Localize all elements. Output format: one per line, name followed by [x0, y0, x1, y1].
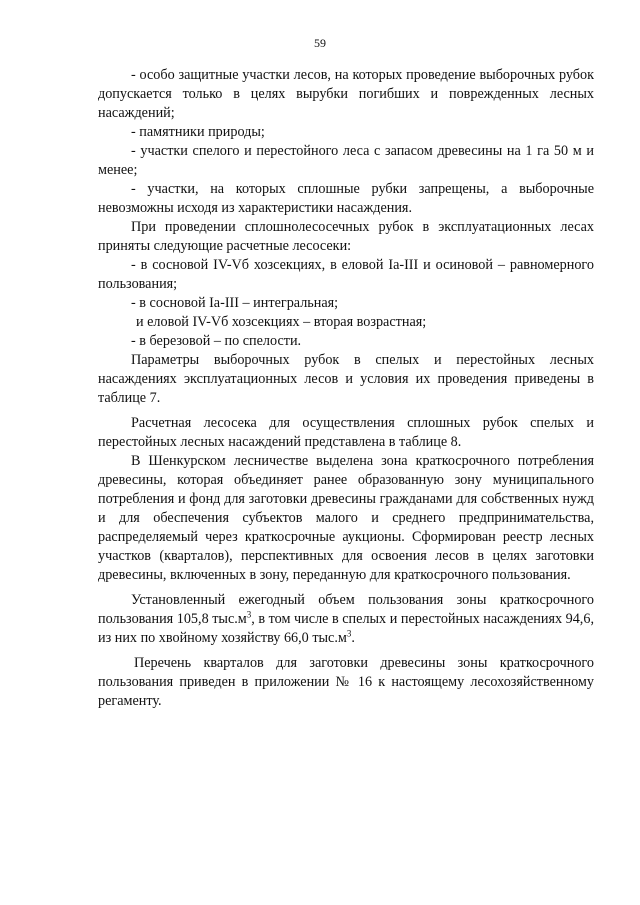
paragraph-uniform-use: - в сосновой IV-Vб хозсекциях, в еловой Ia-III и осиновой – равномерного пользования;	[98, 257, 594, 292]
superscript-3: 3	[346, 628, 352, 639]
paragraph-protective-areas: - особо защитные участки лесов, на которых проведение выборочных рубок допускается только в целях вырубки погибших и поврежденных лесных насаждений;	[98, 67, 594, 121]
annual-volume-text-c: .	[351, 630, 355, 646]
annual-volume-text-b: , в том числе в спелых и перестойных насаждениях 94,6, из них по хвойному хозяйству 66,0 тыс.м	[98, 611, 594, 646]
paragraph-clearcut-table8: Расчетная лесосека для осуществления сплошных рубок спелых и перестойных лесных насаждений представлена в таблице 8.	[98, 415, 594, 450]
paragraph-selective-table7: Параметры выборочных рубок в спелых и перестойных лесных насаждениях эксплуатационных лесов и условия их проведения приведены в таблице 7.	[98, 352, 594, 406]
paragraph-quarters-list: Перечень кварталов для заготовки древесины зоны краткосрочного пользования приведен в приложении № 16 к настоящему лесохозяйственному регаменту.	[98, 655, 594, 709]
paragraph-birch-maturity: - в березовой – по спелости.	[131, 333, 302, 349]
paragraph-shenkursk-zone: В Шенкурском лесничестве выделена зона краткосрочного потребления древесины, которая объединяет ранее образованную зону муниципального потребления и фонд для заготовки древесины гражданами для собственных нужд и для обеспечения субъектов малого и среднего предпринимательства, распределяемый через краткосрочные аукционы. Сформирован реестр лесных участков (кварталов), перспективных для освоения лесов в целях заготовки древесины, включенных в зону, переданную для краткосрочного пользования.	[98, 453, 594, 583]
paragraph-nature-monuments: - памятники природы;	[131, 124, 265, 140]
body-text	[98, 66, 594, 711]
superscript-3: 3	[246, 609, 252, 620]
paragraph-clearcut-prohibited: - участки, на которых сплошные рубки запрещены, а выборочные невозможны исходя из характеристики насаждения.	[98, 181, 594, 216]
page-number: 59	[314, 36, 326, 50]
paragraph-integral: - в сосновой Ia-III – интегральная;	[131, 295, 339, 311]
paragraph-second-age: и еловой IV-Vб хозсекциях – вторая возрастная;	[136, 314, 427, 330]
paragraph-cutting-areas-intro: При проведении сплошнолесосечных рубок в эксплуатационных лесах приняты следующие расчетные лесосеки:	[98, 219, 594, 254]
paragraph-low-stock-areas: - участки спелого и перестойного леса с запасом древесины на 1 га 50 м и менее;	[98, 143, 594, 178]
annual-volume-text-a: Установленный ежегодный объем пользования зоны краткосрочного пользования 105,8 тыс.м	[98, 592, 594, 627]
paragraph-annual-volume	[98, 591, 594, 648]
